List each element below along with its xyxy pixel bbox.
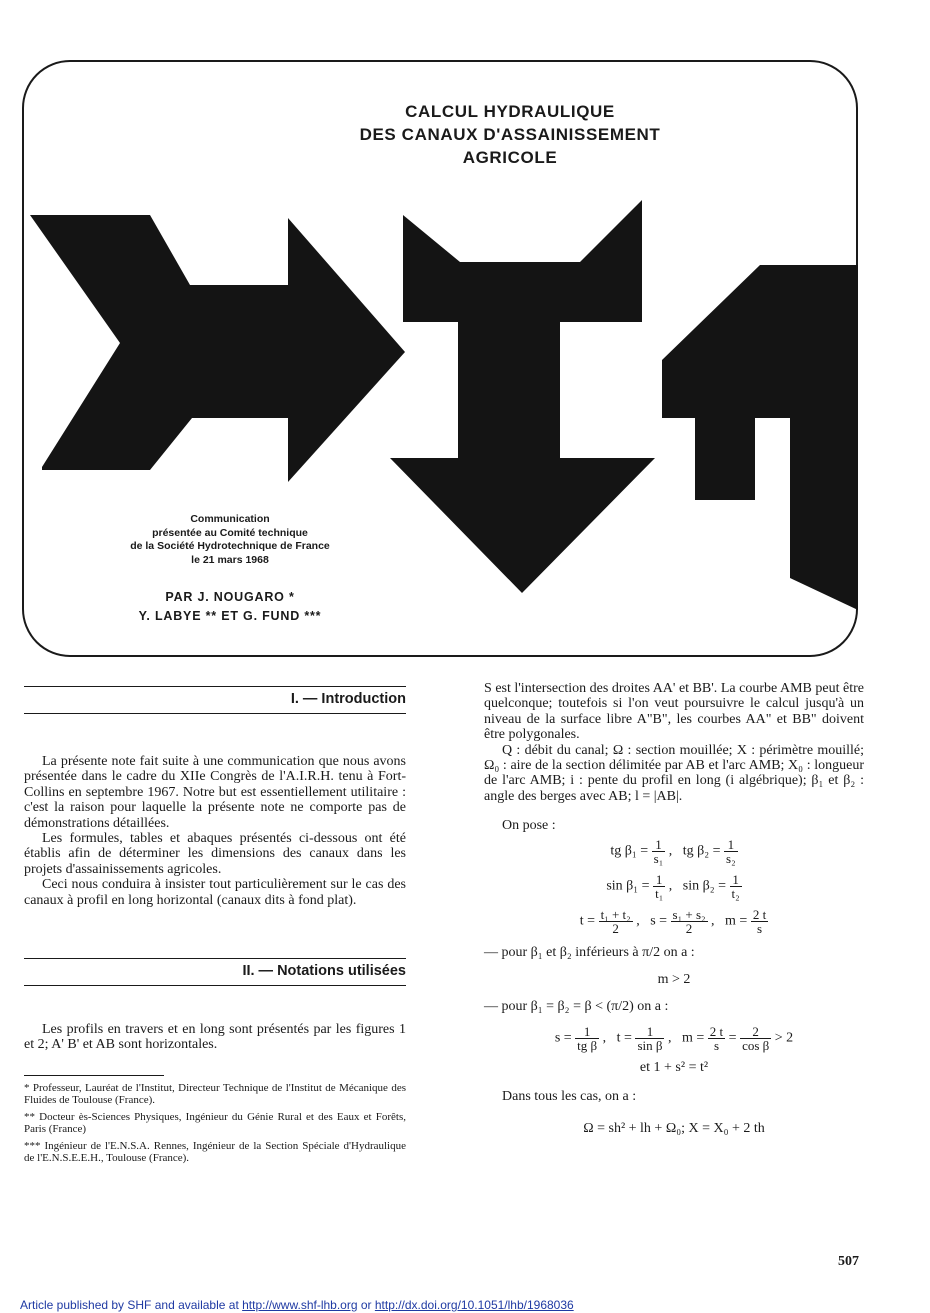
eq2-a-den: t₁ <box>655 885 664 901</box>
article-title <box>330 100 690 169</box>
communication-note <box>80 513 380 567</box>
eq1-a-num: 1 <box>652 838 666 852</box>
footnote-3: *** Ingénieur de l'E.N.S.A. Rennes, Ingénieur de la Section Spéciale d'Hydraulique de l'E.N.S.E.E.H., Toulouse (France). <box>24 1139 406 1165</box>
authors-line-1: PAR J. NOUGARO * <box>165 590 295 604</box>
intro-paragraph-1: La présente note fait suite à une communication que nous avons présentée dans le cadre du XIIe Congrès de l'A.I.R.H. tenu à Fort-Collins en septembre 1967. Notre but est essentiellement utilitaire : c'est la raison pour laquelle la présente note ne comporte pas de démonstrations détaillées. <box>24 754 406 831</box>
eq2-b-fraction <box>730 873 742 900</box>
section-1-title: I. — Introduction <box>290 691 406 707</box>
title-line-3: AGRICOLE <box>462 148 558 167</box>
publication-banner <box>20 1298 574 1312</box>
section-2-title: II. — Notations utilisées <box>242 963 406 980</box>
shf-link[interactable]: http://www.shf-lhb.org <box>242 1298 358 1312</box>
page-number: 507 <box>838 1254 859 1269</box>
authors-line-2: Y. LABYE ** ET G. FUND *** <box>138 609 322 623</box>
eq2-a-num: 1 <box>653 873 665 887</box>
comm-line-4: le 21 mars 1968 <box>191 553 269 566</box>
equation-tg: tg β₁ = $\frac{1}{\text{s₁}}$ , tg β₂ = $\frac{1}{\text{s₂}}$ <box>610 836 736 866</box>
eq4-c-fraction <box>708 1025 725 1052</box>
eq3-a-num: t₁ + t₂ <box>600 906 631 922</box>
eq2-a-left: sin β₁ = <box>606 878 650 894</box>
intro-paragraph-2: Les formules, tables et abaques présentés ci-dessous ont été établis afin de déterminer les dimensions des canaux dans les projets d'assainissements agricoles. <box>24 831 406 877</box>
eq4-tail: > 2 <box>774 1030 794 1046</box>
eq4-d-left: = <box>728 1030 737 1046</box>
eq4-a-left: s = <box>554 1030 572 1046</box>
eq4-b-left: t = <box>616 1030 632 1046</box>
eq2-b-num: 1 <box>730 873 742 887</box>
eq3-a-left: t = <box>579 913 596 929</box>
eq1-b-fraction <box>724 838 738 865</box>
intro-paragraph-3: Ceci nous conduira à insister tout particulièrement sur le cas des canaux à profil en long horizontal (canaux dits à fond plat). <box>24 877 406 908</box>
comm-line-2: présentée au Comité technique <box>152 526 308 539</box>
equation-identity: et 1 + s² = t² <box>639 1059 709 1075</box>
footnote-1: * Professeur, Lauréat de l'Institut, Directeur Technique de l'Institut de Mécanique des Fluides de Toulouse (France). <box>24 1081 406 1107</box>
right-column <box>484 681 864 1136</box>
eq3-c-den: s <box>757 920 763 936</box>
eq4-c-num: 2 t <box>709 1023 724 1039</box>
eq4-b-den: sin β <box>637 1037 663 1053</box>
eq3-a-fraction <box>599 908 633 935</box>
right-paragraph-2: Q : débit du canal; Ω : section mouillée; X : périmètre mouillé; Ω₀ : aire de la section délimitée par AB et l'arc AMB; X₀ : longueur de l'arc AMB; i : pente du profil en long (i algébrique); β₁ et β₂ : angle des berges avec AB; l = |AB|. <box>484 742 864 804</box>
eq2-a-fraction <box>653 873 665 900</box>
condition-1: — pour β₁ et β₂ inférieurs à π/2 on a : <box>484 944 695 960</box>
eq4-a-den: tg β <box>577 1037 598 1053</box>
footnote-rule <box>24 1075 164 1076</box>
equation-sin: sin β₁ = $\frac{1}{\text{t₁}}$ , sin β₂ = $\frac{1}{\text{t₂}}$ <box>606 871 740 901</box>
eq1-b-num: 1 <box>724 838 738 852</box>
eq4-c-den: s <box>713 1037 719 1053</box>
left-column <box>24 686 406 1169</box>
eq4-b-num: 1 <box>635 1025 664 1039</box>
eq4-d-num: 2 <box>740 1025 771 1039</box>
eq4-d-den: cos β <box>742 1037 770 1053</box>
doi-link[interactable]: http://dx.doi.org/10.1051/lhb/1968036 <box>374 1298 574 1312</box>
eq2-b-left: sin β₂ = <box>682 878 726 894</box>
section-2-heading <box>24 958 406 986</box>
eq3-c-left: m = <box>725 913 748 929</box>
on-pose-label: On pose : <box>502 818 556 834</box>
comm-line-1: Communication <box>190 513 270 525</box>
eq2-b-den: t₂ <box>731 885 740 901</box>
authors-block <box>80 588 380 626</box>
eq4-b-fraction <box>635 1025 664 1052</box>
equation-t-s-m: t = $\frac{\text{t₁ + t₂}}{2}$ , s = $\frac{\text{s₁ + s₂}}{2}$ , m = $\frac{2 t}{s}$ <box>579 906 767 936</box>
equation-omega-x: Ω = sh² + lh + Ω₀; X = X₀ + 2 th <box>583 1120 765 1136</box>
down-arrow-shape <box>390 200 655 593</box>
right-paragraph-1: S est l'intersection des droites AA' et BB'. La courbe AMB peut être quelconque; toutefois si l'on veut poursuivre le calcul jusqu'à un niveau de la surface libre A"B", les courbes AA" et BB" doivent être polygonales. <box>484 681 864 743</box>
eq1-b-left: tg β₂ = <box>682 843 721 859</box>
banner-mid: or <box>357 1298 375 1312</box>
eq4-a-fraction <box>575 1025 599 1052</box>
condition-2: — pour β₁ = β₂ = β < (π/2) on a : <box>484 999 669 1015</box>
eq3-b-fraction <box>671 908 708 935</box>
eq3-b-left: s = <box>650 913 668 929</box>
eq3-b-num: s₁ + s₂ <box>672 906 706 922</box>
eq1-a-fraction <box>652 838 666 865</box>
footnote-2: ** Docteur ès-Sciences Physiques, Ingénieur du Génie Rural et des Eaux et Forêts, Paris (France) <box>24 1110 406 1136</box>
notations-paragraph-1: Les profils en travers et en long sont présentés par les figures 1 et 2; A' B' et AB sont horizontales. <box>24 1022 406 1053</box>
eq3-c-num: 2 t <box>752 906 767 922</box>
result-1: m > 2 <box>657 972 691 988</box>
equation-beta: s = $\frac{1}{\text{tg β}}$ , t = $\frac{1}{\text{sin β}}$ , m = $\frac{2 t}{s}$ = $\frac{2}{\text{cos β}}$ > 2 <box>554 1023 794 1053</box>
eq1-a-left: tg β₁ = <box>610 843 649 859</box>
eq3-a-den: 2 <box>612 920 619 936</box>
eq4-c-left: m = <box>681 1030 705 1046</box>
section-1-heading <box>24 686 406 714</box>
eq1-a-den: s₁ <box>653 850 664 866</box>
banner-prefix: Article published by SHF and available at <box>20 1298 243 1312</box>
eq4-d-fraction <box>740 1025 771 1052</box>
eq3-c-fraction <box>751 908 768 935</box>
eq4-a-num: 1 <box>575 1025 599 1039</box>
comm-line-3: de la Société Hydrotechnique de France <box>130 540 330 552</box>
eq3-b-den: 2 <box>685 920 693 936</box>
up-arrow-shape <box>662 265 858 610</box>
dans-tous-les-cas: Dans tous les cas, on a : <box>502 1089 637 1105</box>
title-line-1: CALCUL HYDRAULIQUE <box>405 102 615 121</box>
title-line-2: DES CANAUX D'ASSAINISSEMENT <box>359 125 661 144</box>
eq1-b-den: s₂ <box>726 850 736 866</box>
right-arrow-shape <box>30 215 405 482</box>
